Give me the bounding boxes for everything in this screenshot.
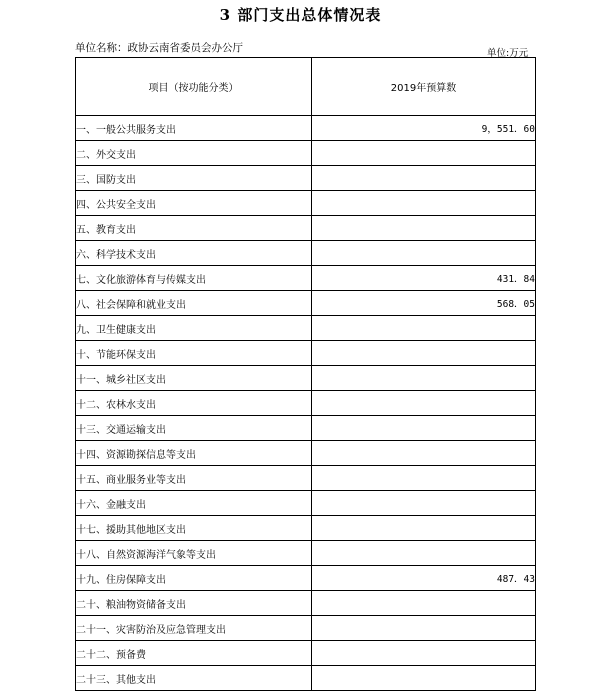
row-budget-amount [312, 316, 536, 341]
table-row [76, 116, 536, 141]
row-budget-amount [312, 666, 536, 691]
table-header-row [76, 58, 536, 116]
row-category-name: 五、教育支出 [76, 216, 312, 241]
row-category-name: 八、社会保障和就业支出 [76, 291, 312, 316]
row-budget-amount [312, 191, 536, 216]
row-budget-amount [312, 591, 536, 616]
row-budget-amount [312, 141, 536, 166]
row-category-name: 十五、商业服务业等支出 [76, 466, 312, 491]
table-row [76, 541, 536, 566]
table-row [76, 391, 536, 416]
row-category-name: 四、公共安全支出 [76, 191, 312, 216]
row-budget-amount [312, 341, 536, 366]
row-budget-amount [312, 241, 536, 266]
table-row [76, 191, 536, 216]
row-category-name: 二十、粮油物资储备支出 [76, 591, 312, 616]
row-budget-amount [312, 541, 536, 566]
row-category-name: 十九、住房保障支出 [76, 566, 312, 591]
table-row [76, 566, 536, 591]
row-budget-amount [312, 441, 536, 466]
row-budget-amount: 487．43 [312, 566, 536, 591]
table-body [76, 116, 536, 691]
table-row [76, 441, 536, 466]
table-row [76, 291, 536, 316]
table-row [76, 491, 536, 516]
table-row [76, 466, 536, 491]
row-budget-amount [312, 216, 536, 241]
row-budget-amount [312, 491, 536, 516]
row-category-name: 二十一、灾害防治及应急管理支出 [76, 616, 312, 641]
row-category-name: 二十二、预备费 [76, 641, 312, 666]
table-row [76, 166, 536, 191]
row-category-name: 十一、城乡社区支出 [76, 366, 312, 391]
row-category-name: 十二、农林水支出 [76, 391, 312, 416]
row-budget-amount [312, 466, 536, 491]
row-budget-amount [312, 516, 536, 541]
row-budget-amount [312, 416, 536, 441]
header-budget-2019: 2019年预算数 [312, 58, 536, 116]
table-row [76, 666, 536, 691]
expenditure-table [75, 57, 536, 691]
table-row [76, 241, 536, 266]
row-budget-amount: 431．84 [312, 266, 536, 291]
header-item-category: 项目（按功能分类） [76, 58, 312, 116]
table-row [76, 591, 536, 616]
table-row [76, 516, 536, 541]
table-row [76, 366, 536, 391]
table-row [76, 641, 536, 666]
row-category-name: 十七、援助其他地区支出 [76, 516, 312, 541]
row-category-name: 十八、自然资源海洋气象等支出 [76, 541, 312, 566]
row-category-name: 九、卫生健康支出 [76, 316, 312, 341]
unit-name: 单位名称：政协云南省委员会办公厅 [75, 42, 243, 54]
table-row [76, 341, 536, 366]
table-row [76, 416, 536, 441]
row-category-name: 六、科学技术支出 [76, 241, 312, 266]
table-row [76, 316, 536, 341]
row-category-name: 二十三、其他支出 [76, 666, 312, 691]
row-budget-amount [312, 641, 536, 666]
row-category-name: 十六、金融支出 [76, 491, 312, 516]
table-row [76, 141, 536, 166]
row-budget-amount [312, 366, 536, 391]
row-category-name: 三、国防支出 [76, 166, 312, 191]
table-row [76, 216, 536, 241]
table-row [76, 266, 536, 291]
row-budget-amount [312, 391, 536, 416]
unit-label: 单位:万元 [487, 48, 529, 59]
row-budget-amount [312, 166, 536, 191]
row-category-name: 十、节能环保支出 [76, 341, 312, 366]
row-category-name: 十四、资源勘探信息等支出 [76, 441, 312, 466]
row-budget-amount: 568．05 [312, 291, 536, 316]
row-category-name: 七、文化旅游体育与传媒支出 [76, 266, 312, 291]
row-category-name: 一、一般公共服务支出 [76, 116, 312, 141]
row-budget-amount: 9，551．60 [312, 116, 536, 141]
page-title: 3 部门支出总体情况表 [219, 6, 382, 24]
row-budget-amount [312, 616, 536, 641]
table-row [76, 616, 536, 641]
row-category-name: 二、外交支出 [76, 141, 312, 166]
row-category-name: 十三、交通运输支出 [76, 416, 312, 441]
